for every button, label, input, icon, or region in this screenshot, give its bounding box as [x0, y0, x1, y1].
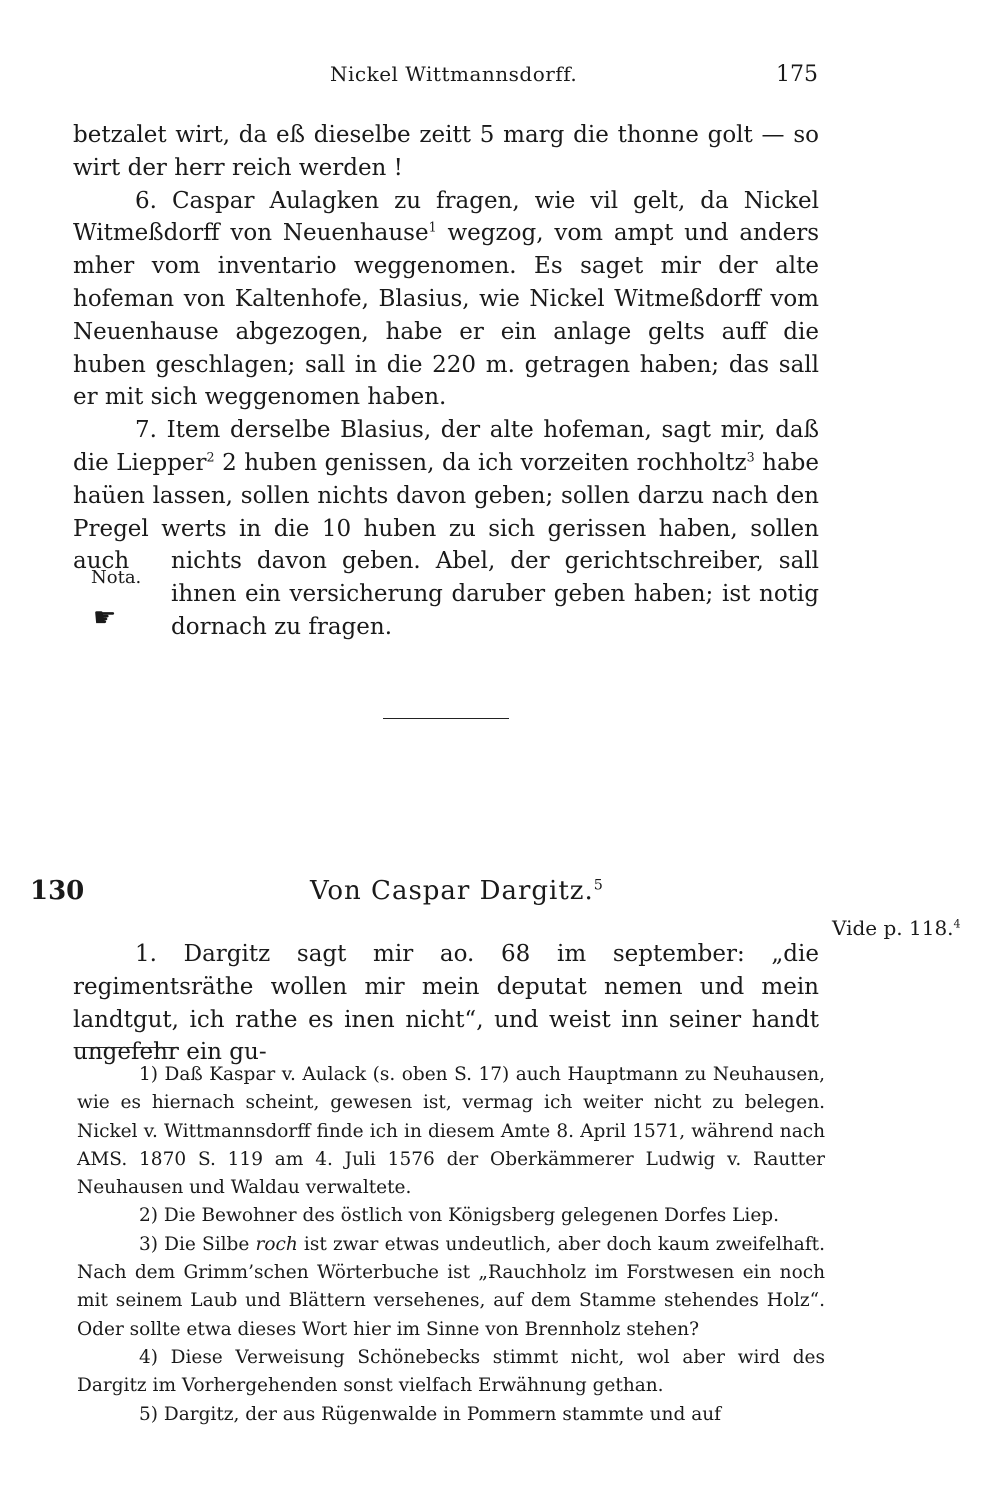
nota-label: Nota. — [91, 567, 142, 588]
footnote-ref-5: 5 — [593, 877, 604, 894]
footnote-ref-3: 3 — [746, 449, 755, 465]
page-number: 175 — [776, 62, 818, 87]
section-title: Von Caspar Dargitz.$^5$ — [310, 876, 604, 906]
nota-block — [73, 545, 819, 655]
section-paragraph-1: 1. Dargitz sagt mir ao. 68 im september: „die regimentsräthe wollen mir mein deputat nemen und mein landtgut, ich rathe es inen nicht“, und weist inn seiner handt ungefehr ein gu- — [73, 941, 819, 1066]
footnote-divider — [77, 1047, 175, 1048]
paragraph-7: 7. Item derselbe Blasius, der alte hofeman, sagt mir, daß die Liepper$^2$ 2 huben genissen, da ich vorzeiten rochholtz$^3$ habe haüen lassen, sollen nichts davon geben; sollen darzu nach den Pregel werts in die 10 huben zu sich gerissen haben, sollen auch — [73, 417, 820, 575]
paragraph-continuation: betzalet wirt, da eß dieselbe zeitt 5 marg die thonne golt — so wirt der herr reich werden ! — [73, 122, 819, 181]
footnote-ref-1: 1 — [428, 219, 437, 235]
page-header — [0, 62, 1000, 92]
section-divider — [383, 718, 509, 719]
nota-paragraph: nichts davon geben. Abel, der gerichtschreiber, sall ihnen ein versicherung daruber geben haben; ist notig dornach zu fragen. — [171, 548, 819, 640]
section-number: 130 — [30, 876, 85, 906]
footnote-5: 5) Dargitz, der aus Rügenwalde in Pommern stammte und auf — [139, 1403, 721, 1425]
main-text — [73, 119, 819, 578]
pointing-hand-icon: ☛ — [93, 603, 117, 633]
running-title: Nickel Wittmannsdorff. — [330, 62, 578, 86]
footnote-2: 2) Die Bewohner des östlich von Königsberg gelegenen Dorfes Liep. — [139, 1205, 780, 1227]
footnote-ref-2: 2 — [206, 449, 215, 465]
footnote-ref-4: 4 — [953, 917, 961, 931]
section-text — [73, 938, 819, 1069]
footnote-3: 3) Die Silbe roch ist zwar etwas undeutlich, aber doch kaum zweifelhaft. Nach dem Grimm’schen Wörterbuche ist „Rauchholz im Forstwesen ein noch mit seinem Laub und Blättern versehenes, auf dem Stamme stehendes Holz“. Oder sollte etwa dieses Wort hier im Sinne von Brennholz stehen? — [77, 1233, 826, 1340]
margin-reference: Vide p. 118.$^4$ — [832, 916, 961, 940]
footnotes — [77, 1061, 825, 1429]
italic-term: roch — [255, 1233, 298, 1255]
footnote-1: 1) Daß Kaspar v. Aulack (s. oben S. 17) auch Hauptmann zu Neuhausen, wie es hiernach scheint, gewesen ist, vermag ich weiter nicht zu belegen. Nickel v. Wittmannsdorff finde ich in diesem Amte 8. April 1571, während nach AMS. 1870 S. 119 am 4. Juli 1576 der Oberkämmerer Ludwig v. Rautter Neuhausen und Waldau verwaltete. — [77, 1064, 825, 1199]
paragraph-6: 6. Caspar Aulagken zu fragen, wie vil gelt, da Nickel Witmeßdorff von Neuenhause$^1$ wegzog, vom ampt und anders mher vom inventario weggenomen. Es saget mir der alte hofeman von Kaltenhofe, Blasius, wie Nickel Witmeßdorff vom Neuenhause abgezogen, habe er ein anlage gelts auff die huben geschlagen; sall in die 220 m. getragen haben; das sall er mit sich weggenomen haben. — [73, 187, 819, 411]
footnote-4: 4) Diese Verweisung Schönebecks stimmt nicht, wol aber wird des Dargitz im Vorhergehenden sonst vielfach Erwähnung gethan. — [77, 1346, 825, 1397]
